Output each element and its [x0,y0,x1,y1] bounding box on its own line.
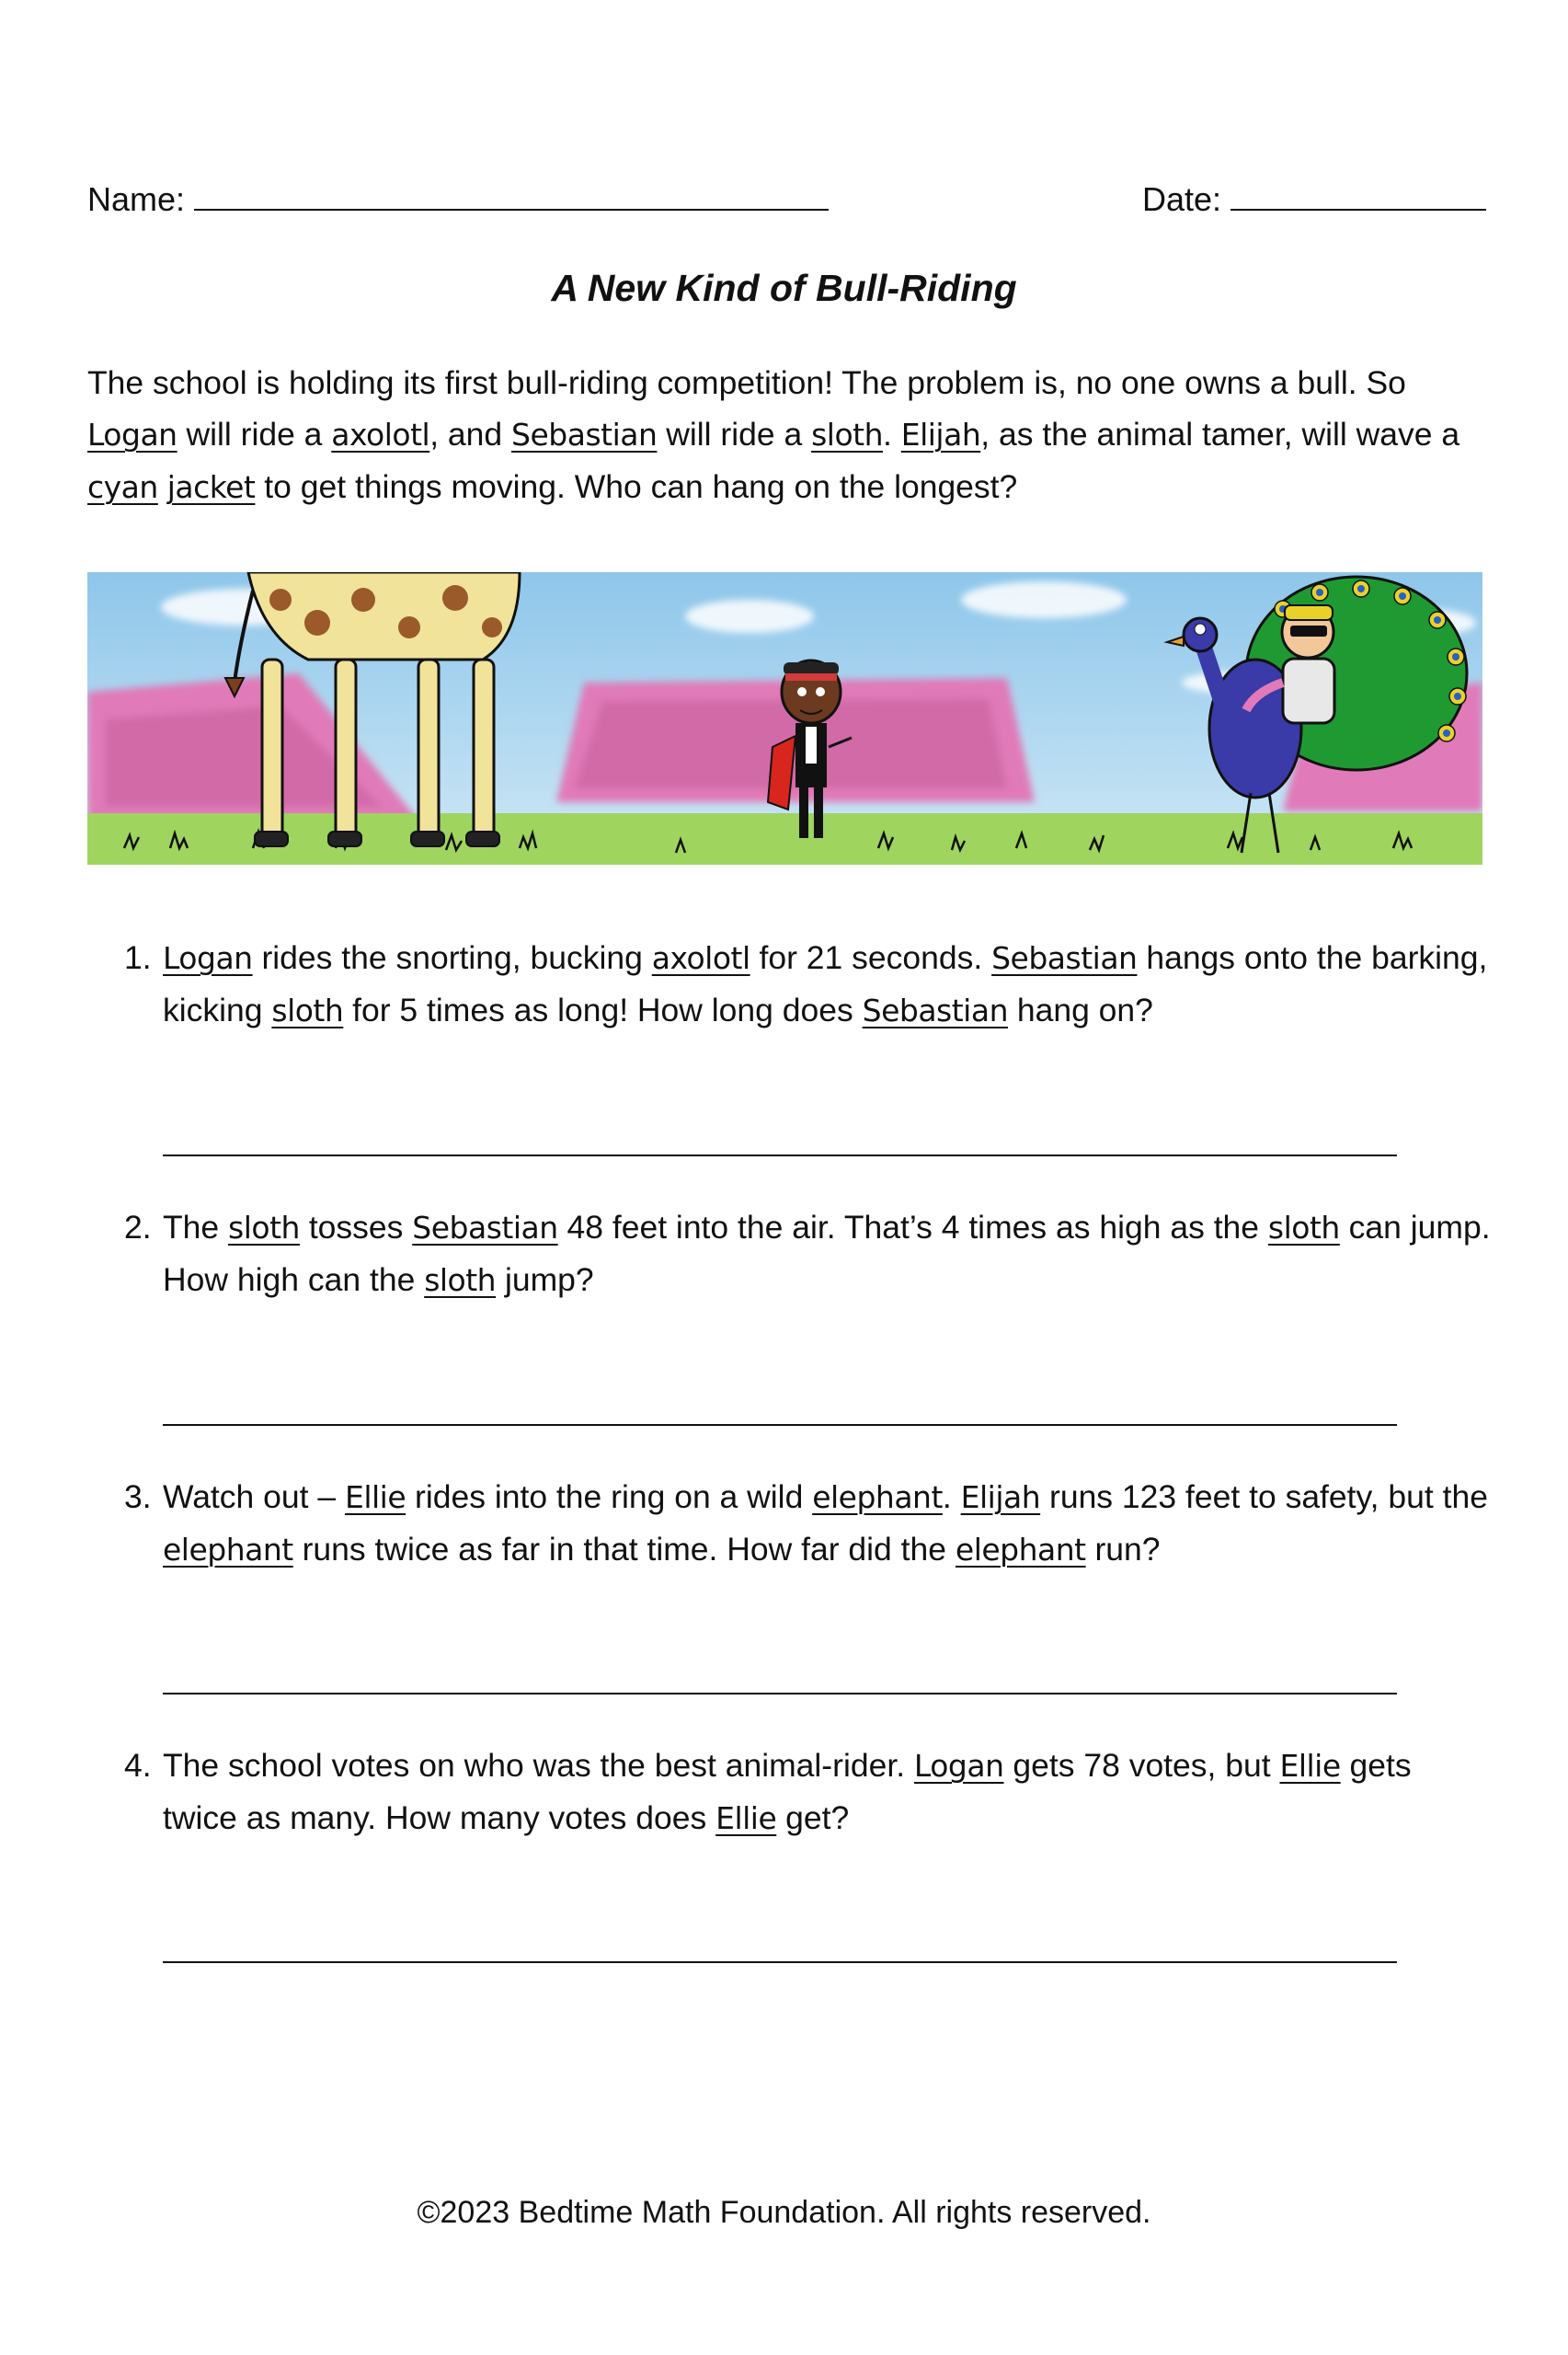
name-blank[interactable] [194,181,829,211]
keyword: Sebastian [991,940,1138,976]
keyword: sloth [228,1210,300,1246]
keyword: Ellie [1279,1748,1341,1784]
keyword: Logan [163,940,253,976]
keyword: sloth [1267,1210,1340,1246]
illustration-banner [87,572,1482,865]
question-item [124,932,1494,1037]
intro-text: to get things moving. Who can hang on the longest? [255,468,1018,505]
keyword: jacket [166,469,256,505]
keyword: Elijah [900,417,981,453]
keyword: Ellie [344,1479,406,1515]
question-item [124,1471,1494,1576]
intro-text: , and [429,416,512,453]
question-text: Watch out – Ellie rides into the ring on a wild elephant. Elijah runs 123 feet to safety, but the elephant runs twice as far in that time. How far did the elephant run? [163,1478,1488,1568]
intro-text: The school is holding its first bull-riding competition! The problem is, no one owns a bull. So [87,364,1406,401]
name-label: Name: [87,180,186,218]
date-row [1142,180,1486,219]
keyword: elephant [163,1532,293,1568]
intro-paragraph [87,357,1494,513]
keyword: Sebastian [862,993,1008,1028]
question-text: The sloth tosses Sebastian 48 feet into the air. That’s 4 times as high as the sloth can jump. How high can the sloth jump? [163,1209,1491,1298]
question-number: 2. [124,1209,152,1246]
keyword: axolotl [331,417,430,453]
date-label: Date: [1142,180,1222,218]
question-number: 1. [124,939,152,976]
question-item [124,1740,1494,1844]
keyword: sloth [811,417,883,453]
question-item [124,1201,1494,1306]
keyword: sloth [424,1262,497,1298]
answer-line[interactable] [163,1155,1397,1156]
keyword: Elijah [960,1479,1041,1515]
answer-line[interactable] [163,1693,1397,1694]
question-number: 4. [124,1747,152,1784]
keyword: axolotl [651,940,750,976]
answer-line[interactable] [163,1424,1397,1426]
question-text: The school votes on who was the best animal-rider. Logan gets 78 votes, but Ellie gets twice as many. How many votes does Ellie get? [163,1747,1412,1836]
intro-text: will ride a [657,416,812,453]
intro-text: , as the animal tamer, will wave a [980,416,1460,453]
arena-scene [87,572,1482,865]
keyword: Sebastian [511,417,658,453]
copyright-footer: ©2023 Bedtime Math Foundation. All rights reserved. [417,2195,1151,2230]
intro-text: will ride a [177,416,332,453]
keyword: Logan [87,417,177,453]
keyword: cyan [87,469,158,505]
worksheet-title: A New Kind of Bull-Riding [551,267,1017,309]
keyword: elephant [812,1479,943,1515]
name-row [87,180,829,219]
date-blank[interactable] [1230,181,1486,211]
intro-text: . [883,416,901,453]
keyword: elephant [955,1532,1086,1568]
keyword: Logan [913,1748,1004,1784]
answer-line[interactable] [163,1961,1397,1963]
intro-text [158,468,167,505]
keyword: Ellie [715,1800,777,1836]
keyword: Sebastian [412,1210,558,1246]
keyword: sloth [271,993,344,1028]
question-text: Logan rides the snorting, bucking axolotl for 21 seconds. Sebastian hangs onto the barking, kicking sloth for 5 times as long! How long does Sebastian hang on? [163,939,1488,1028]
question-number: 3. [124,1478,152,1515]
